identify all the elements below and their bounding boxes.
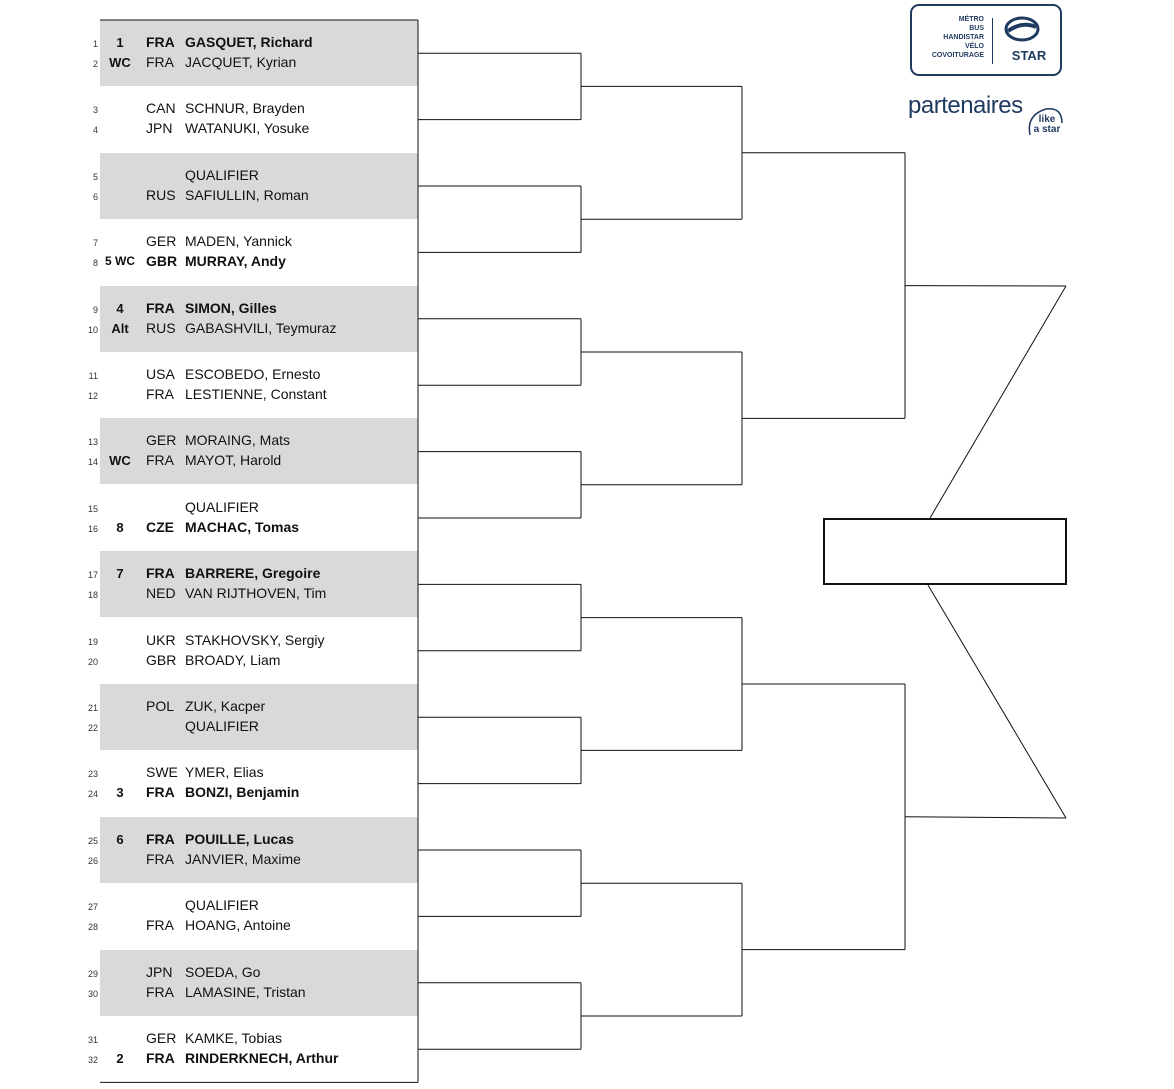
draw-position: 15 xyxy=(87,503,98,514)
logo-line: MÉTRO xyxy=(958,16,984,23)
country-code: NED xyxy=(146,585,176,602)
country-code: FRA xyxy=(146,917,174,934)
draw-position: 10 xyxy=(87,324,98,335)
draw-entry xyxy=(0,119,1174,139)
player-name: MADEN, Yannick xyxy=(185,233,292,250)
draw-position: 18 xyxy=(87,590,98,601)
like-a-star-text xyxy=(1030,115,1064,135)
player-name: MURRAY, Andy xyxy=(185,253,286,270)
draw-position: 16 xyxy=(87,523,98,534)
draw-entry xyxy=(0,1049,1174,1069)
draw-entry xyxy=(0,830,1174,850)
player-name: MORAING, Mats xyxy=(185,432,291,449)
country-code: RUS xyxy=(146,186,176,203)
draw-entry xyxy=(0,651,1174,671)
player-name: HOANG, Antoine xyxy=(185,917,291,934)
country-code: FRA xyxy=(146,565,175,582)
winner-box xyxy=(823,518,1067,585)
logo-separator xyxy=(992,18,993,64)
draw-position: 2 xyxy=(92,59,98,69)
player-name: KAMKE, Tobias xyxy=(185,1030,283,1046)
draw-position: 28 xyxy=(87,922,98,933)
draw-position: 9 xyxy=(92,304,98,315)
seed-label: 2 xyxy=(116,1051,124,1066)
draw-entry xyxy=(0,385,1174,405)
player-name: GASQUET, Richard xyxy=(185,34,313,50)
player-name: MAYOT, Harold xyxy=(185,452,282,469)
bracket-line xyxy=(905,817,1066,818)
country-code: RUS xyxy=(146,319,176,336)
country-code: CZE xyxy=(146,518,174,535)
country-code: UKR xyxy=(146,631,176,648)
logo-line: COVOITURAGE xyxy=(931,52,984,59)
player-name: ZUK, Kacper xyxy=(185,698,266,714)
country-code: FRA xyxy=(146,452,174,469)
player-name: SCHNUR, Brayden xyxy=(185,100,305,117)
like-line: a star xyxy=(1033,124,1061,135)
player-name: BARRERE, Gregoire xyxy=(185,565,321,582)
seed-label: 6 xyxy=(116,831,124,847)
draw-position: 8 xyxy=(92,258,98,269)
player-name: QUALIFIER xyxy=(185,498,259,515)
draw-position: 17 xyxy=(87,570,98,581)
country-code: FRA xyxy=(146,34,175,50)
draw-entry xyxy=(0,1029,1174,1049)
draw-position: 20 xyxy=(87,656,98,667)
draw-entry xyxy=(0,783,1174,803)
draw-entry xyxy=(0,365,1174,385)
country-code: JPN xyxy=(146,120,173,137)
player-name: SAFIULLIN, Roman xyxy=(185,186,309,203)
seed-label: 8 xyxy=(116,519,124,535)
draw-entry xyxy=(0,186,1174,206)
player-name: BONZI, Benjamin xyxy=(185,784,300,801)
seed-label: 4 xyxy=(116,300,124,316)
draw-position: 30 xyxy=(87,988,98,999)
draw-position: 31 xyxy=(87,1035,98,1045)
player-name: POUILLE, Lucas xyxy=(185,830,294,847)
player-name: JACQUET, Kyrian xyxy=(185,54,297,70)
draw-entry xyxy=(0,983,1174,1003)
logo-line: VÉLO xyxy=(964,43,984,50)
player-name: BROADY, Liam xyxy=(185,651,281,668)
draw-position: 6 xyxy=(92,191,98,202)
logo-line: BUS xyxy=(969,25,984,32)
player-name: GABASHVILI, Teymuraz xyxy=(185,319,337,336)
draw-position: 26 xyxy=(87,855,98,866)
draw-entry xyxy=(0,319,1174,339)
star-swoosh-icon xyxy=(1004,15,1040,43)
seed-label: WC xyxy=(109,453,131,469)
draw-position: 5 xyxy=(92,171,98,182)
country-code: FRA xyxy=(146,983,174,1000)
draw-entry xyxy=(0,232,1174,252)
player-name: QUALIFIER xyxy=(185,718,259,734)
draw-entry xyxy=(0,631,1174,651)
country-code: POL xyxy=(146,698,175,714)
draw-entry xyxy=(0,299,1174,319)
draw-position: 4 xyxy=(92,125,98,136)
country-code: FRA xyxy=(146,54,174,70)
draw-entry xyxy=(0,431,1174,451)
seed-label: 3 xyxy=(116,785,124,801)
country-code: GER xyxy=(146,432,177,449)
draw-entry xyxy=(0,252,1174,272)
player-name: SIMON, Gilles xyxy=(185,299,277,316)
player-name: ESCOBEDO, Ernesto xyxy=(185,366,321,382)
country-code: FRA xyxy=(146,830,175,847)
draw-position: 27 xyxy=(87,902,98,913)
player-name: YMER, Elias xyxy=(185,764,264,781)
country-code: GER xyxy=(146,1030,177,1046)
country-code: GBR xyxy=(146,651,177,668)
country-code: GER xyxy=(146,233,177,250)
draw-position: 25 xyxy=(87,835,98,846)
country-code: FRA xyxy=(146,299,175,316)
draw-position: 24 xyxy=(87,789,98,800)
player-name: WATANUKI, Yosuke xyxy=(185,120,310,137)
country-code: USA xyxy=(146,366,175,382)
draw-entry xyxy=(0,850,1174,870)
player-name: LAMASINE, Tristan xyxy=(185,983,306,1000)
draw-position: 3 xyxy=(92,105,98,116)
draw-entry xyxy=(0,584,1174,604)
player-name: SOEDA, Go xyxy=(185,963,261,980)
country-code: GBR xyxy=(146,253,178,270)
draw-entry xyxy=(0,697,1174,717)
player-name: STAKHOVSKY, Sergiy xyxy=(185,631,325,648)
draw-position: 19 xyxy=(87,636,98,647)
player-name: LESTIENNE, Constant xyxy=(185,386,327,402)
draw-entry xyxy=(0,717,1174,737)
draw-position: 12 xyxy=(87,391,98,401)
seed-label: 1 xyxy=(116,35,124,50)
draw-position: 13 xyxy=(87,437,98,448)
player-name: RINDERKNECH, Arthur xyxy=(185,1050,339,1066)
logo-line: HANDISTAR xyxy=(943,34,984,41)
logo-services xyxy=(914,15,984,60)
draw-position: 14 xyxy=(87,457,98,468)
draw-position: 1 xyxy=(92,39,98,49)
player-name: MACHAC, Tomas xyxy=(185,518,300,535)
player-name: JANVIER, Maxime xyxy=(185,850,301,867)
star-logo xyxy=(910,4,1062,76)
country-code: JPN xyxy=(146,963,173,980)
draw-position: 22 xyxy=(87,723,98,733)
seed-label: Alt xyxy=(111,320,129,336)
draw-position: 7 xyxy=(92,238,98,249)
seed-label: 7 xyxy=(116,566,124,582)
player-name: VAN RIJTHOVEN, Tim xyxy=(185,585,327,602)
country-code: FRA xyxy=(146,850,174,867)
country-code: FRA xyxy=(146,386,174,402)
draw-position: 32 xyxy=(87,1055,98,1065)
draw-entry xyxy=(0,916,1174,936)
draw-position: 11 xyxy=(88,371,98,381)
seed-label: 5 WC xyxy=(105,254,135,269)
player-name: QUALIFIER xyxy=(185,166,259,183)
like-line: like xyxy=(1038,114,1056,125)
draw-position: 21 xyxy=(87,703,98,713)
country-code: FRA xyxy=(146,784,175,801)
partenaires-logo: partenaires xyxy=(908,92,1023,119)
star-brand: STAR xyxy=(1011,48,1047,63)
country-code: FRA xyxy=(146,1050,175,1066)
player-name: QUALIFIER xyxy=(185,897,259,914)
draw-entry xyxy=(0,896,1174,916)
draw-entry xyxy=(0,763,1174,783)
draw-entry xyxy=(0,498,1174,518)
draw-entry xyxy=(0,963,1174,983)
draw-entry xyxy=(0,166,1174,186)
draw-position: 29 xyxy=(87,968,98,979)
draw-position: 23 xyxy=(87,769,98,780)
seed-label: WC xyxy=(109,55,131,70)
country-code: CAN xyxy=(146,100,176,117)
draw-entry xyxy=(0,451,1174,471)
country-code: SWE xyxy=(146,764,178,781)
